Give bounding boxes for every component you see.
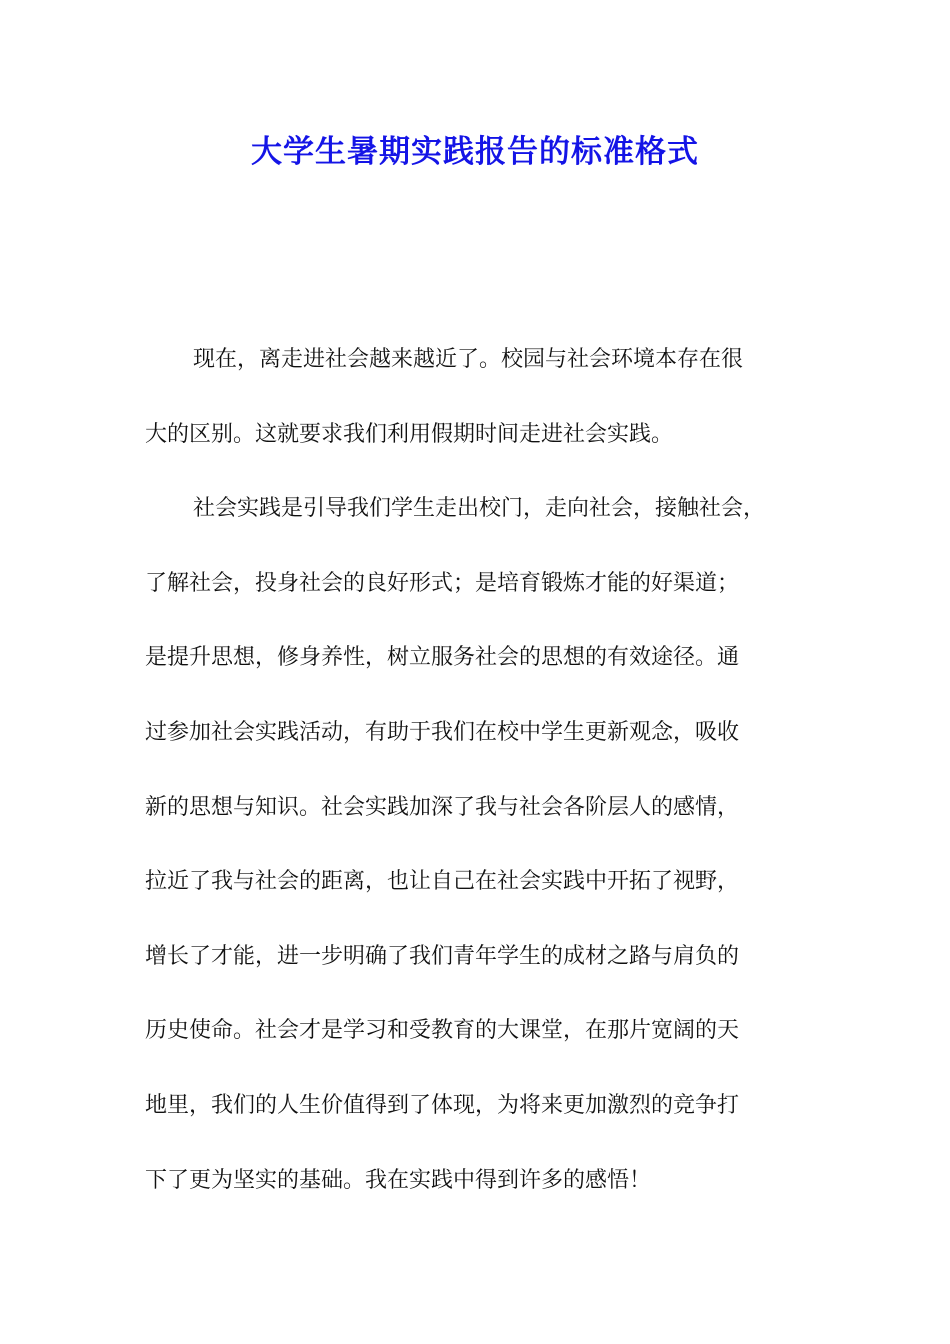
paragraph-line: 新的思想与知识。社会实践加深了我与社会各阶层人的感情， xyxy=(145,794,740,820)
paragraph-line: 现在，离走进社会越来越近了。校园与社会环境本存在很 xyxy=(193,347,744,372)
paragraph-line: 地里，我们的人生价值得到了体现，为将来更加激烈的竞争打 xyxy=(145,1092,740,1118)
paragraph-line: 下了更为坚实的基础。我在实践中得到许多的感悟！ xyxy=(145,1167,652,1193)
paragraph-line: 过参加社会实践活动，有助于我们在校中学生更新观念，吸收 xyxy=(145,719,740,745)
document-body xyxy=(145,338,810,1233)
paragraph-line: 增长了才能，进一步明确了我们青年学生的成材之路与肩负的 xyxy=(145,943,740,969)
paragraph-line: 拉近了我与社会的距离，也让自己在社会实践中开拓了视野， xyxy=(145,869,740,895)
document-title: 大学生暑期实践报告的标准格式 xyxy=(251,134,699,170)
paragraph-line: 社会实践是引导我们学生走出校门，走向社会，接触社会， xyxy=(193,496,766,522)
paragraph-line: 大的区别。这就要求我们利用假期时间走进社会实践。 xyxy=(145,421,674,447)
paragraph-line: 历史使命。社会才是学习和受教育的大课堂，在那片宽阔的天 xyxy=(145,1018,740,1044)
paragraph-line: 了解社会，投身社会的良好形式；是培育锻炼才能的好渠道； xyxy=(145,570,740,596)
paragraph-line: 是提升思想，修身养性，树立服务社会的思想的有效途径。通 xyxy=(145,645,740,671)
